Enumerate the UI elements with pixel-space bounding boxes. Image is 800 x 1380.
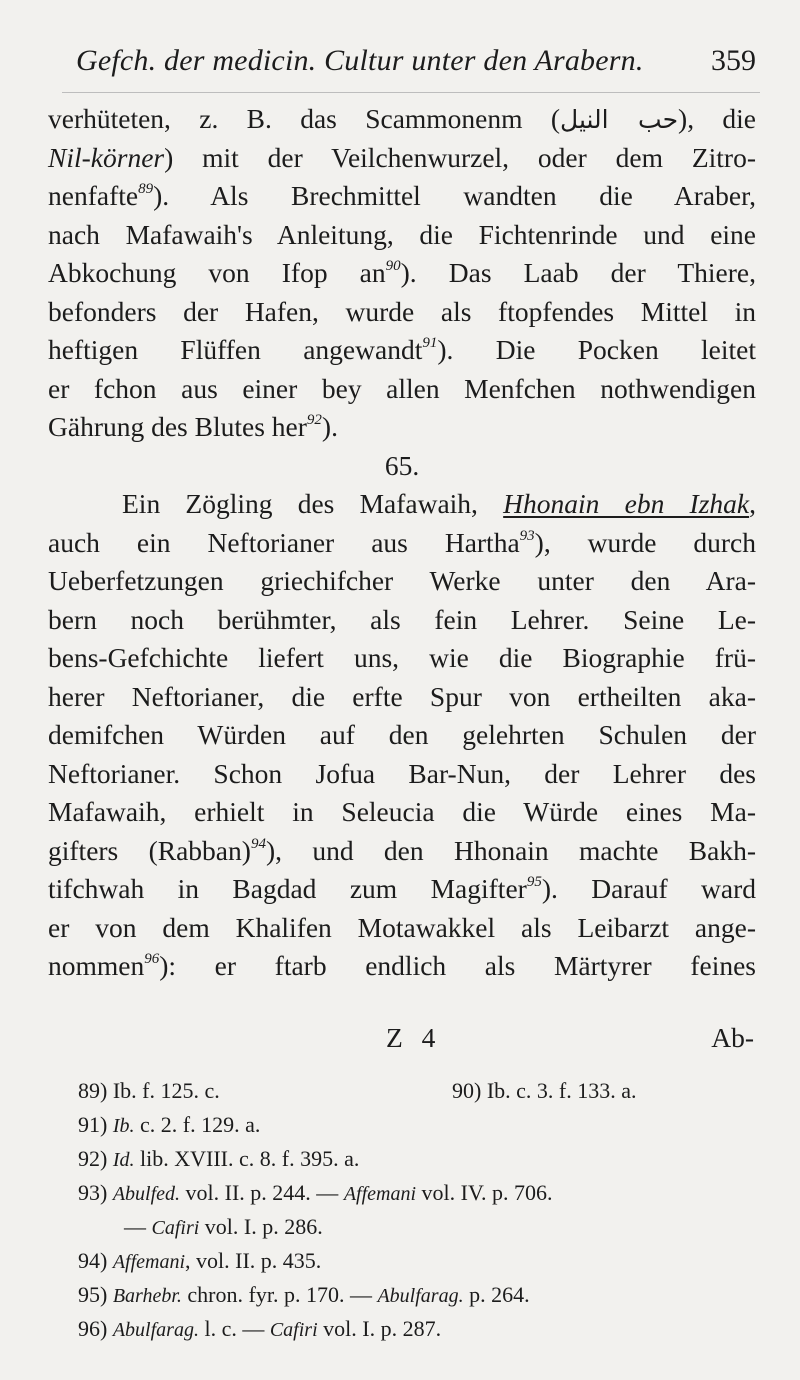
running-title: Gefch. der medicin. Cultur unter den Arabern. xyxy=(76,44,644,77)
footnote-95: 95) Barhebr. chron. fyr. p. 170. — Abulfarag. p. 264. xyxy=(78,1282,530,1307)
footnote-96: 96) Abulfarag. l. c. — Cafiri vol. I. p. 287. xyxy=(78,1316,442,1341)
footnote-90: 90) Ib. c. 3. f. 133. a. xyxy=(452,1078,637,1103)
footnote-ref: 89 xyxy=(138,181,154,197)
text-line: er fchon aus einer bey allen Menfchen nothwendigen xyxy=(48,372,756,404)
footnote-ref: 91 xyxy=(422,335,438,351)
main-text xyxy=(48,100,756,986)
footnote-line xyxy=(78,1074,768,1108)
text-line: demifchen Würden auf den gelehrten Schulen der xyxy=(48,719,756,750)
text-line: Mafawaih, erhielt in Seleucia die Würde eines Ma- xyxy=(48,796,756,827)
text-line: nommen$^{96}$): er ftarb endlich als Märtyrer feines xyxy=(48,950,756,981)
text-line: befonders der Hafen, wurde als ftopfendes Mittel in xyxy=(48,295,756,327)
signature-mark: Z 4 xyxy=(386,1022,442,1053)
footnote-ref: 92 xyxy=(306,412,322,428)
text-line: Abkochung von Ifop $an^{90}$). Das Laab der Thiere, xyxy=(48,257,757,288)
footnote-ref: 94 xyxy=(250,835,266,852)
text-line: verhüteten, z. B. das Scammonenm (حب النيل), die xyxy=(48,103,756,134)
text-line: Neftorianer. Schon Jofua Bar-Nun, der Lehrer des xyxy=(48,757,756,789)
header-rule xyxy=(62,92,760,93)
text-line: Ueberfetzungen griechifcher Werke unter den Ara- xyxy=(48,565,756,596)
text-line: bern noch berühmter, als fein Lehrer. Seine Le- xyxy=(48,603,756,635)
text-line: auch ein Neftorianer aus Hartha$^{93}$), wurde durch xyxy=(48,526,756,558)
footnote-ref: 96 xyxy=(144,951,160,967)
footnote-ref: 93 xyxy=(519,527,535,544)
text-line: Ein Zögling des Mafawaih, Hhonain ebn Izhak, xyxy=(122,488,756,519)
text-line: tifchwah in Bagdad zum Magifter$^{95}$). Darauf ward xyxy=(48,873,756,904)
signature-row xyxy=(48,1022,756,1062)
catchword: Ab- xyxy=(711,1022,754,1053)
footnotes xyxy=(78,1074,768,1346)
footnote-93: 93) Abulfed. vol. II. p. 244. — Affemani vol. IV. p. 706. xyxy=(78,1180,553,1205)
person-name: Hhonain ebn Izhak xyxy=(503,488,750,519)
text-line: er von dem Khalifen Motawakkel als Leibarzt ange- xyxy=(48,911,756,943)
footnote-ref: 95 xyxy=(526,874,542,890)
arabic-term: حب النيل xyxy=(560,105,679,134)
text-line: Nil-körner) mit der Veilchenwurzel, oder dem Zitro- xyxy=(48,141,756,173)
footnote-94: 94) Affemani, vol. II. p. 435. xyxy=(78,1248,322,1273)
running-header xyxy=(62,44,762,90)
footnote-93-continued: — Cafiri vol. I. p. 286. xyxy=(124,1214,323,1239)
footnote-89: 89) Ib. f. 125. c. xyxy=(78,1078,220,1103)
footnote-91: 91) Ib. c. 2. f. 129. a. xyxy=(78,1112,261,1137)
text-line: nenfafte$^{89}$). Als Brechmittel wandten die Araber, xyxy=(48,180,756,211)
text-line: heftigen Flüffen angewandt$^{91}$). Die Pocken leitet xyxy=(48,334,756,365)
section-number: 65. xyxy=(384,449,420,481)
footnote-92: 92) Id. lib. XVIII. c. 8. f. 395. a. xyxy=(78,1146,360,1171)
text-line: nach Mafawaih's Anleitung, die Fichtenrinde und eine xyxy=(48,218,756,250)
footnote-ref: 90 xyxy=(385,258,401,274)
text-line: bens-Gefchichte liefert uns, wie die Biographie frü- xyxy=(48,642,756,673)
text-line: Gährung des Blutes her$^{92}$). xyxy=(48,411,338,442)
text-line: gifters (Rabban)$^{94}$), und den Hhonain machte Bakh- xyxy=(48,834,756,866)
text-line: herer Neftorianer, die erfte Spur von ertheilten aka- xyxy=(48,680,756,712)
page-number: 359 xyxy=(711,44,756,77)
